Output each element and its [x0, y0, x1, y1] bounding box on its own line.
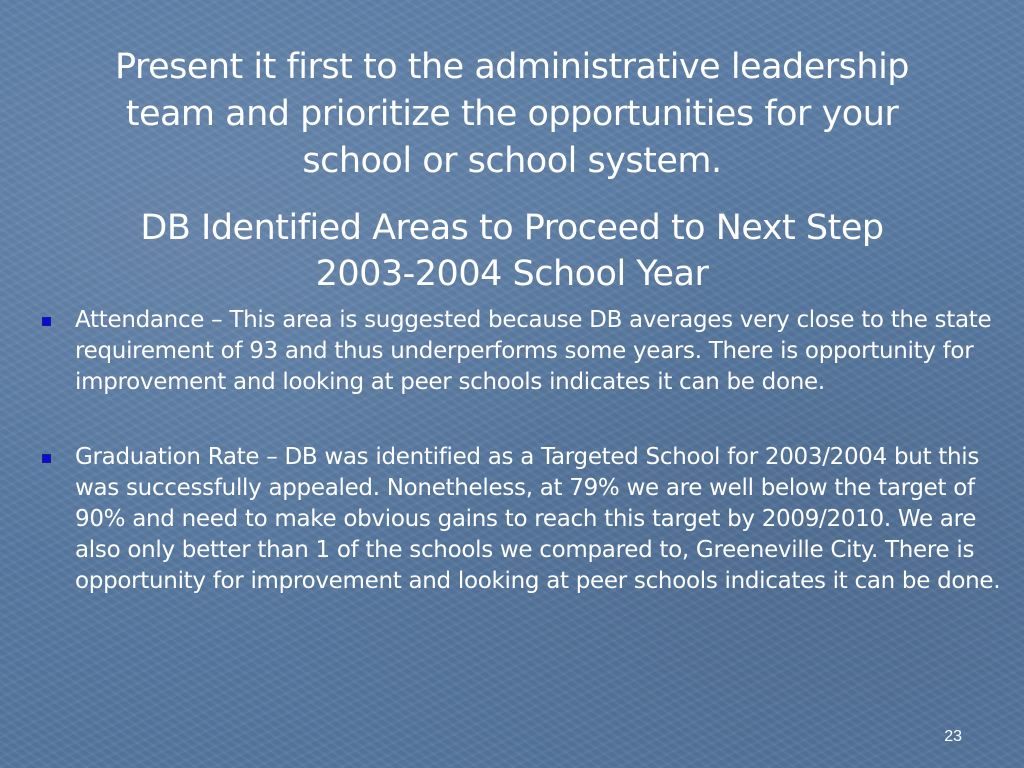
- bullet-item-graduation-rate: [40, 442, 1008, 597]
- bullet-item-attendance: [40, 305, 1008, 398]
- square-bullet-icon: [42, 454, 51, 463]
- bullet-text: Attendance – This area is suggested because DB averages very close to the state requirement of 93 and thus underperforms some years. There is opportunity for improvement and looking at peer schools indicates it can be done.: [75, 307, 992, 395]
- page-number: 23: [944, 728, 962, 745]
- subtitle-line-1: DB Identified Areas to Proceed to Next Step: [140, 208, 884, 248]
- subtitle-line-2: 2003-2004 School Year: [315, 254, 709, 294]
- slide-subtitle: [80, 205, 944, 297]
- square-bullet-icon: [42, 317, 51, 326]
- slide-title: Present it first to the administrative leadership team and prioritize the opportunities for your school or school system.: [114, 47, 910, 181]
- bullet-text: Graduation Rate – DB was identified as a Targeted School for 2003/2004 but this was successfully appealed. Nonetheless, at 79% we are well below the target of 90% and need to make obvious gains to reach this target by 2009/2010. We are also only better than 1 of the schools we compared to, Greeneville City. There is opportunity for improvement and looking at peer schools indicates it can be done.: [75, 444, 1001, 594]
- bullet-list: [40, 305, 1008, 597]
